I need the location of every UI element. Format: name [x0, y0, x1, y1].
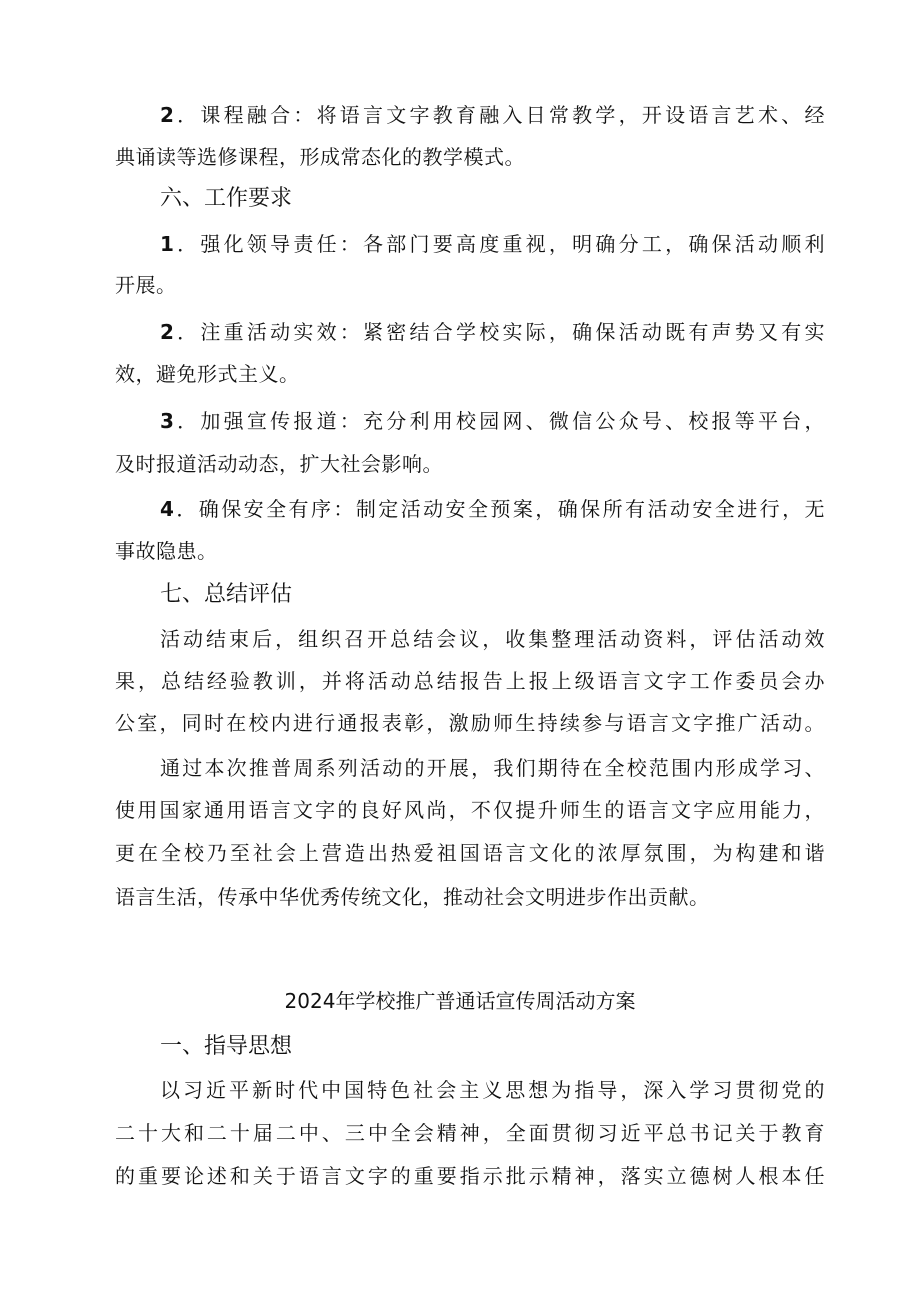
item-text: ．课程融合：将语言文字教育融入日常教学，开设语言艺术、经	[174, 103, 825, 127]
paragraph-line: 开展。	[115, 273, 177, 297]
paragraph-line	[160, 231, 825, 257]
item-text: ．确保安全有序：制定活动安全预案，确保所有活动安全进行，无	[174, 497, 825, 521]
paragraph-line: 的重要论述和关于语言文字的重要指示批示精神，落实立德树人根本任	[115, 1164, 825, 1188]
paragraph-line: 更在全校乃至社会上营造出热爱祖国语言文化的浓厚氛围，为构建和谐	[115, 841, 825, 865]
paragraph-line: 使用国家通用语言文字的良好风尚，不仅提升师生的语言文字应用能力，	[115, 798, 825, 822]
paragraph-line: 典诵读等选修课程，形成常态化的教学模式。	[115, 145, 525, 169]
paragraph-line: 公室，同时在校内进行通报表彰，激励师生持续参与语言文字推广活动。	[115, 711, 825, 735]
paragraph-line: 活动结束后，组织召开总结会议，收集整理活动资料，评估活动效	[160, 627, 825, 651]
item-number: 2	[160, 103, 175, 127]
paragraph-line: 通过本次推普周系列活动的开展，我们期待在全校范围内形成学习、	[160, 756, 825, 780]
item-number: 4	[160, 497, 175, 521]
document-title: 2024年学校推广普通话宣传周活动方案	[284, 989, 636, 1013]
paragraph-line	[160, 102, 825, 128]
paragraph-line: 及时报道活动动态，扩大社会影响。	[115, 452, 443, 476]
paragraph-line: 二十大和二十届二中、三中全会精神，全面贯彻习近平总书记关于教育	[115, 1121, 825, 1145]
section-heading: 一、指导思想	[160, 1034, 293, 1059]
item-text: ．注重活动实效：紧密结合学校实际，确保活动既有声势又有实	[174, 320, 825, 344]
paragraph-line: 效，避免形式主义。	[115, 362, 300, 386]
section-heading: 六、工作要求	[160, 186, 293, 211]
paragraph-line: 事故隐患。	[115, 539, 218, 563]
paragraph-line: 语言生活，传承中华优秀传统文化，推动社会文明进步作出贡献。	[115, 885, 710, 909]
section-heading: 七、总结评估	[160, 582, 293, 607]
paragraph-line	[160, 496, 825, 522]
paragraph-line: 果，总结经验教训，并将活动总结报告上报上级语言文字工作委员会办	[115, 669, 825, 693]
item-number: 2	[160, 320, 175, 344]
paragraph-line	[160, 319, 825, 345]
item-number: 1	[160, 232, 175, 256]
item-text: ．强化领导责任：各部门要高度重视，明确分工，确保活动顺利	[174, 232, 825, 256]
item-text: ．加强宣传报道：充分利用校园网、微信公众号、校报等平台，	[174, 409, 825, 433]
item-number: 3	[160, 409, 175, 433]
paragraph-line	[160, 408, 825, 434]
paragraph-line: 以习近平新时代中国特色社会主义思想为指导，深入学习贯彻党的	[160, 1078, 825, 1102]
